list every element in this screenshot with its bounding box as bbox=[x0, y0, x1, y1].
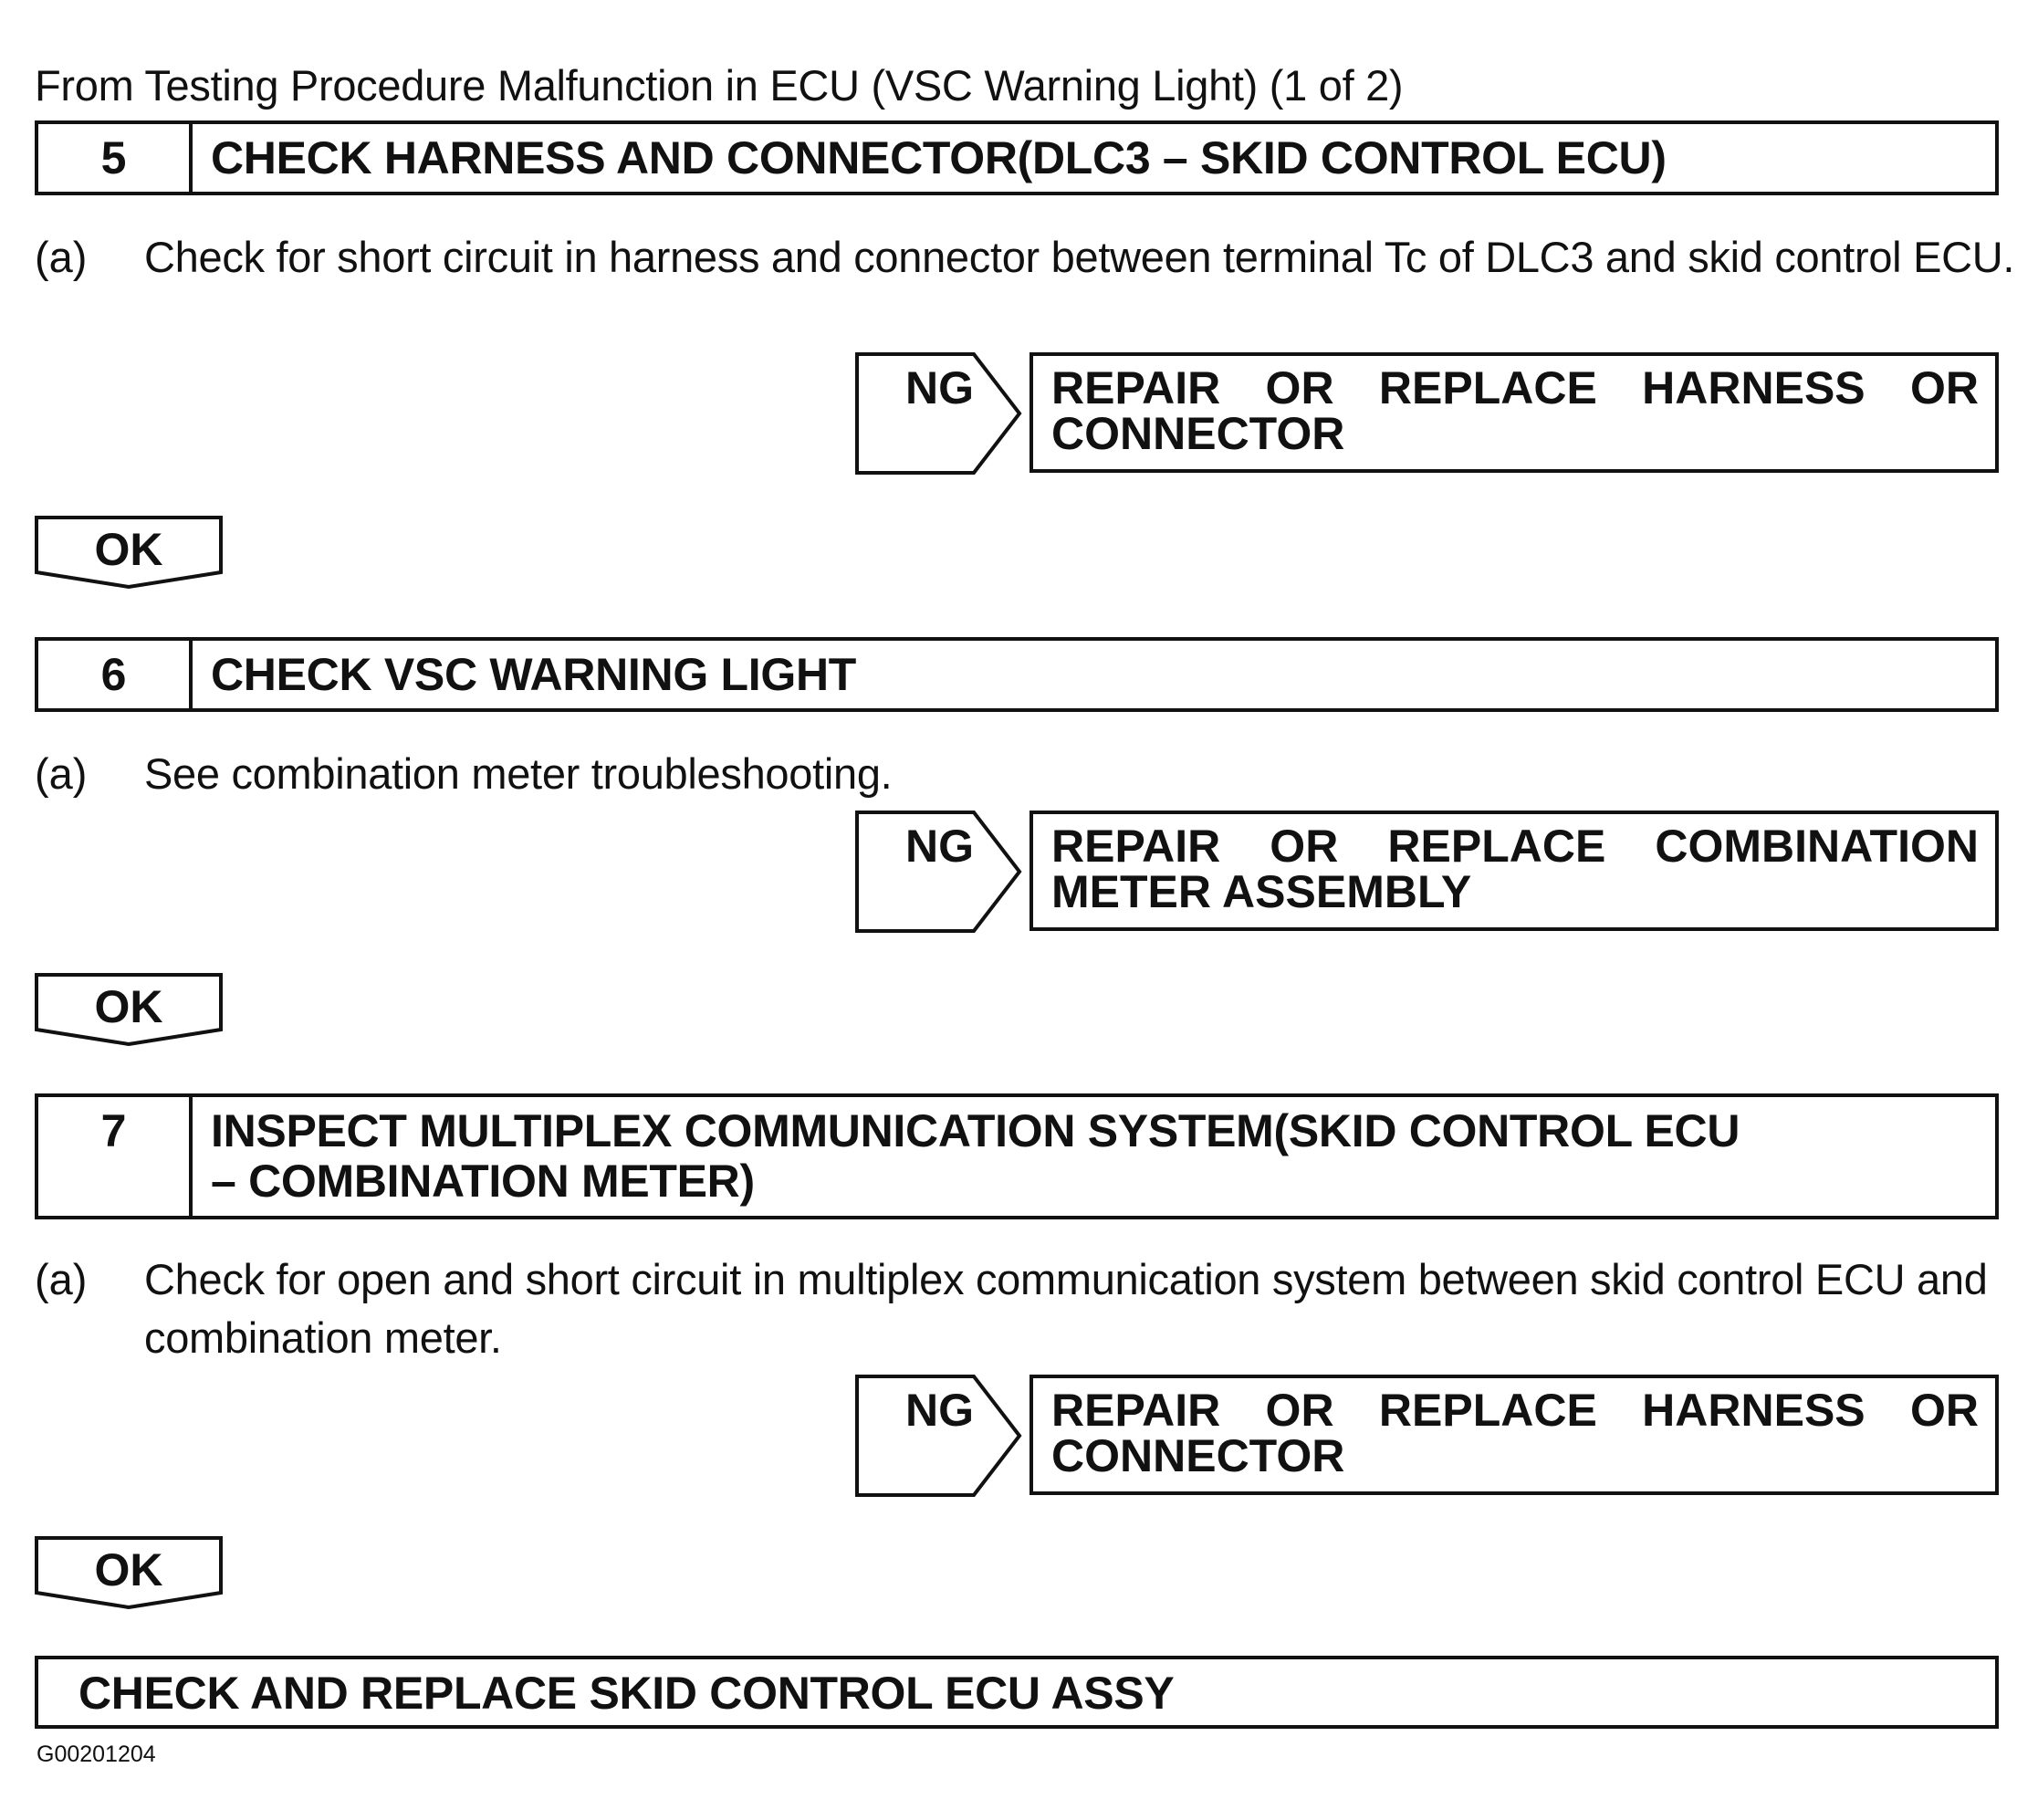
instruction-marker: (a) bbox=[35, 233, 88, 281]
step-number: 7 bbox=[38, 1097, 193, 1216]
instruction-text: See combination meter troubleshooting. bbox=[144, 749, 893, 798]
ok-label: OK bbox=[94, 981, 163, 1032]
ng-label: NG bbox=[905, 821, 974, 872]
step-5-header bbox=[35, 120, 1999, 195]
instruction-text: Check for open and short circuit in multiplex communication system between skid control ECU and combination meter. bbox=[144, 1255, 1988, 1362]
ng-label: NG bbox=[905, 1385, 974, 1436]
step-7-ng-result: REPAIR OR REPLACE HARNESS OR CONNECTOR bbox=[1029, 1375, 1999, 1495]
step-6-ng-arrow bbox=[855, 811, 1027, 933]
step-7-header bbox=[35, 1093, 1999, 1219]
step-7-instruction bbox=[35, 1250, 2015, 1367]
step-7-ng-arrow bbox=[855, 1375, 1027, 1497]
step-6-ok-arrow bbox=[35, 973, 223, 1046]
instruction-text: Check for short circuit in harness and connector between terminal Tc of DLC3 and skid control ECU. bbox=[144, 233, 2015, 281]
step-7-ok-arrow bbox=[35, 1536, 223, 1609]
step-5-instruction bbox=[35, 228, 2015, 287]
ok-label: OK bbox=[94, 524, 163, 575]
step-5-ng-result: REPAIR OR REPLACE HARNESS OR CONNECTOR bbox=[1029, 352, 1999, 473]
step-6-header bbox=[35, 637, 1999, 712]
step-number: 6 bbox=[38, 641, 193, 708]
intro-text: From Testing Procedure Malfunction in ECU (VSC Warning Light) (1 of 2) bbox=[35, 61, 1404, 110]
step-5-ok-arrow bbox=[35, 516, 223, 589]
step-6-ng-result: REPAIR OR REPLACE COMBINATION METER ASSEMBLY bbox=[1029, 811, 1999, 931]
final-step-box: CHECK AND REPLACE SKID CONTROL ECU ASSY bbox=[35, 1656, 1999, 1729]
step-number: 5 bbox=[38, 124, 193, 192]
step-title: CHECK HARNESS AND CONNECTOR(DLC3 – SKID CONTROL ECU) bbox=[211, 132, 1667, 183]
figure-code: G00201204 bbox=[37, 1742, 156, 1767]
instruction-marker: (a) bbox=[35, 749, 88, 798]
ng-label: NG bbox=[905, 362, 974, 413]
step-title: INSPECT MULTIPLEX COMMUNICATION SYSTEM(SKID CONTROL ECU – COMBINATION METER) bbox=[211, 1105, 1740, 1207]
step-6-instruction bbox=[35, 745, 2015, 803]
ok-label: OK bbox=[94, 1544, 163, 1595]
instruction-marker: (a) bbox=[35, 1255, 88, 1303]
step-title: CHECK VSC WARNING LIGHT bbox=[211, 649, 856, 700]
step-5-ng-arrow bbox=[855, 352, 1027, 475]
